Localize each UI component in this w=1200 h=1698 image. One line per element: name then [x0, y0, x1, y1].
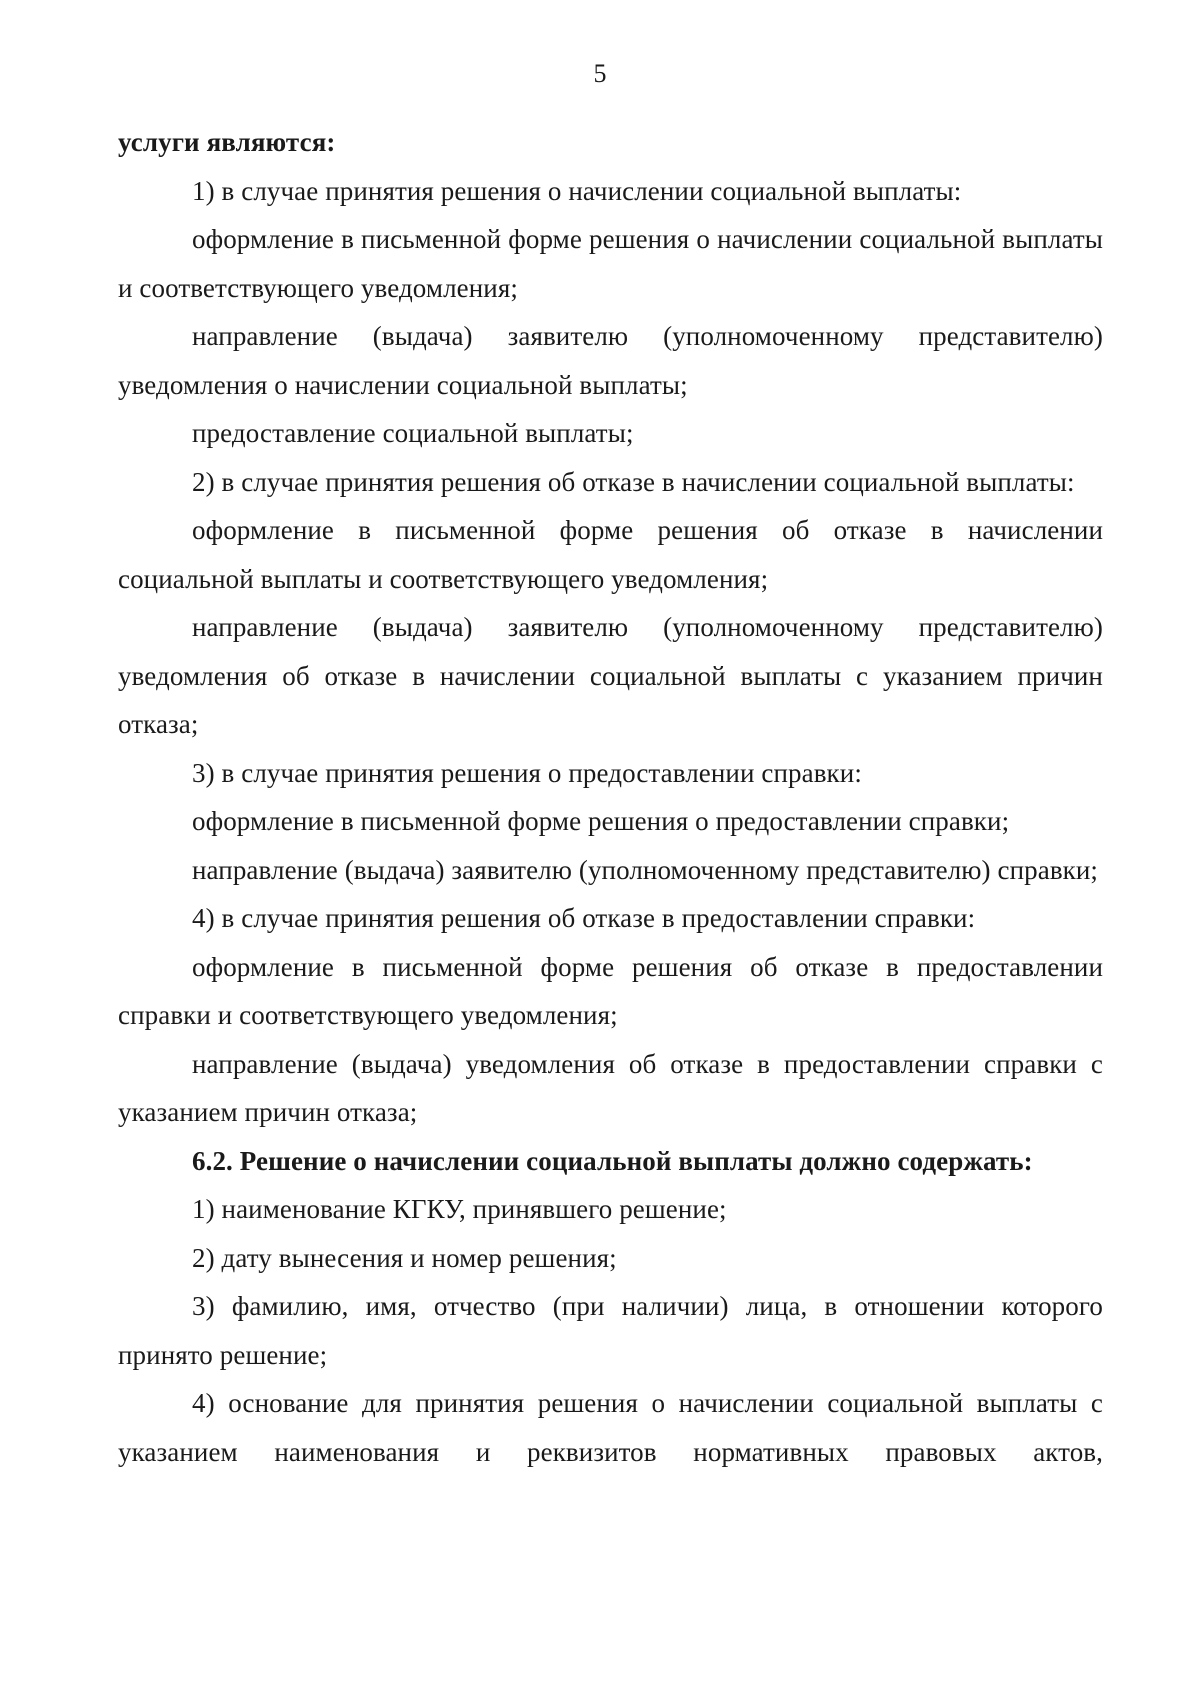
paragraph: оформление в письменной форме решения о предоставлении справки;: [192, 806, 1010, 836]
paragraph: оформление в письменной форме решения о начислении социальной выплаты и соответствующего уведомления;: [118, 224, 1103, 303]
paragraph: направление (выдача) уведомления об отказе в предоставлении справки с указанием причин отказа;: [118, 1048, 1103, 1127]
paragraph: услуги являются:: [118, 127, 336, 157]
document-body: [118, 118, 1103, 1476]
paragraph: направление (выдача) заявителю (уполномоченному представителю) справки;: [192, 854, 1099, 885]
paragraph: оформление в письменной форме решения об отказе в предоставлении справки и соответствующего уведомления;: [118, 951, 1103, 1030]
paragraph: 3) фамилию, имя, отчество (при наличии) лица, в отношении которого принято решение;: [118, 1291, 1103, 1370]
paragraph: 4) основание для принятия решения о начислении социальной выплаты с указанием наименования и реквизитов нормативных правовых актов,: [118, 1388, 1103, 1467]
section-heading: 6.2. Решение о начислении социальной выплаты должно содержать:: [192, 1145, 1033, 1176]
paragraph: направление (выдача) заявителю (уполномоченному представителю) уведомления об отказе в начислении социальной выплаты с указанием причин отказа;: [118, 612, 1103, 739]
paragraph: 1) наименование КГКУ, принявшего решение;: [192, 1194, 727, 1224]
paragraph: оформление в письменной форме решения об отказе в начислении социальной выплаты и соответствующего уведомления;: [118, 515, 1103, 594]
page-number: 5: [593, 59, 607, 88]
paragraph: 1) в случае принятия решения о начислении социальной выплаты:: [192, 175, 962, 206]
paragraph: 2) дату вынесения и номер решения;: [192, 1242, 617, 1273]
paragraph: 4) в случае принятия решения об отказе в предоставлении справки:: [192, 903, 976, 933]
paragraph: 2) в случае принятия решения об отказе в начислении социальной выплаты:: [192, 466, 1075, 497]
paragraph: направление (выдача) заявителю (уполномоченному представителю) уведомления о начислении социальной выплаты;: [118, 321, 1103, 400]
paragraph: предоставление социальной выплаты;: [192, 418, 634, 448]
paragraph: 3) в случае принятия решения о предоставлении справки:: [192, 757, 862, 788]
